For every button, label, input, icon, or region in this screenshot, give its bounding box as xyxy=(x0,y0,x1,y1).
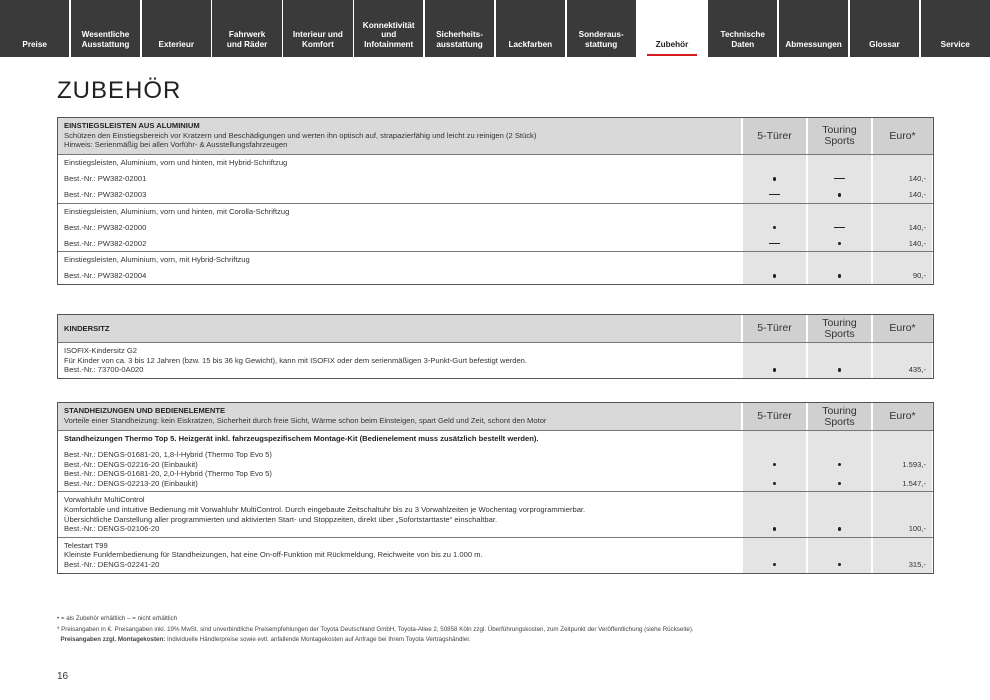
accessory-table-kindersitz xyxy=(57,314,934,379)
availability-cell xyxy=(773,174,777,184)
column-touring-sports xyxy=(806,431,871,491)
availability-cell xyxy=(838,524,842,534)
order-number: Best.-Nr.: PW382-02003 xyxy=(64,189,147,199)
table-header-row xyxy=(58,315,933,342)
table-row xyxy=(58,203,933,252)
availability-cell xyxy=(773,560,777,570)
price-cell: 435,- xyxy=(908,365,926,375)
column-5-tuerer xyxy=(741,492,806,536)
column-price xyxy=(871,431,932,491)
table-header-text: Hinweis: Serienmäßig bei allen Vorführ- & Ausstellungsfahrzeugen xyxy=(64,140,288,150)
order-number: Best.-Nr.: DENGS-02216-20 (Einbaukit) xyxy=(64,459,198,469)
column-touring-sports xyxy=(806,492,871,536)
tab-lackfarben[interactable] xyxy=(496,0,565,57)
order-number: Best.-Nr.: PW382-02002 xyxy=(64,238,147,248)
table-row xyxy=(58,491,933,536)
tab-label: Preise xyxy=(22,39,47,49)
tab-exterieur[interactable] xyxy=(142,0,211,57)
table-row xyxy=(58,154,933,203)
column-price xyxy=(871,538,932,573)
tab-konnektivität-und-infotainment[interactable] xyxy=(354,0,423,57)
available-dot-icon xyxy=(773,226,777,230)
column-price xyxy=(871,252,932,284)
price-cell: 140,- xyxy=(908,238,926,248)
order-number: Best.-Nr.: PW382-02001 xyxy=(64,173,147,183)
row-text: Für Kinder von ca. 3 bis 12 Jahren (bzw. 15 bis 36 kg Gewicht), kann mit ISOFIX oder dem serienmäßigen 3-Punkt-Gurt befestigt werden. xyxy=(64,355,528,365)
column-5-tuerer xyxy=(741,538,806,573)
column-touring-sports xyxy=(806,343,871,378)
column-price xyxy=(871,155,932,203)
availability-cell xyxy=(838,271,842,281)
not-available-dash-icon xyxy=(834,227,845,228)
column-header-c1: 5-Türer xyxy=(741,403,806,430)
tab-label: Interieur und Komfort xyxy=(292,30,343,49)
price-cell: 315,- xyxy=(908,560,926,570)
availability-cell xyxy=(834,223,845,233)
order-number: Best.-Nr.: PW382-02004 xyxy=(64,271,147,281)
column-price xyxy=(871,343,932,378)
top-navigation xyxy=(0,0,990,57)
row-title: Einstiegsleisten, Aluminium, vorn, mit Hybrid-Schriftzug xyxy=(64,255,250,265)
tab-label: Zubehör xyxy=(655,39,689,49)
table-header-text: Schützen den Einstiegsbereich vor Kratzern und Beschädigungen und werten ihn optisch auf, strapazierfähig und leicht zu reinigen (2 Stück) xyxy=(64,130,537,140)
row-description xyxy=(58,538,741,573)
availability-cell xyxy=(773,223,777,233)
tab-label: Fahrwerk und Räder xyxy=(226,30,268,49)
row-text: Übersichtliche Darstellung aller programmierten und aktivierten Start- und Stoppzeiten, direkt über „Sofortstarttaste“ einschaltbar. xyxy=(64,514,498,524)
column-header-c1: 5-Türer xyxy=(741,118,806,154)
availability-cell xyxy=(838,479,842,489)
column-header-c2: Touring Sports xyxy=(806,315,871,342)
accessory-table-einstiegsleisten xyxy=(57,117,934,285)
table-row xyxy=(58,251,933,284)
tab-zubehör[interactable] xyxy=(637,0,706,57)
not-available-dash-icon xyxy=(769,243,780,244)
row-description xyxy=(58,252,741,284)
availability-cell xyxy=(773,460,777,470)
tab-label: Exterieur xyxy=(158,39,195,49)
column-price xyxy=(871,492,932,536)
column-touring-sports xyxy=(806,538,871,573)
footnote-montage-label: Preisangaben zzgl. Montagekosten: xyxy=(60,636,166,643)
table-row xyxy=(58,430,933,491)
row-description xyxy=(58,204,741,252)
availability-cell xyxy=(838,365,842,375)
tab-interieur-und-komfort[interactable] xyxy=(283,0,352,57)
table-header-title: STANDHEIZUNGEN UND BEDIENELEMENTE xyxy=(64,406,226,415)
column-touring-sports xyxy=(806,155,871,203)
available-dot-icon xyxy=(838,368,842,372)
availability-cell xyxy=(773,271,777,281)
footnote-legend: • = als Zubehör erhältlich – = nicht erhältlich xyxy=(57,615,178,622)
availability-cell xyxy=(838,190,842,200)
tab-label: Wesentliche Ausstattung xyxy=(81,30,130,49)
row-title: Einstiegsleisten, Aluminium, vorn und hinten, mit Corolla-Schriftzug xyxy=(64,206,290,216)
order-number: Best.-Nr.: PW382-02000 xyxy=(64,222,147,232)
available-dot-icon xyxy=(838,527,842,531)
column-header-c2: Touring Sports xyxy=(806,403,871,430)
available-dot-icon xyxy=(838,482,842,486)
table-row xyxy=(58,342,933,378)
available-dot-icon xyxy=(773,482,777,486)
availability-cell xyxy=(773,479,777,489)
available-dot-icon xyxy=(838,274,842,278)
accessory-table-standheizungen xyxy=(57,402,934,574)
tab-label: Sicherheits- ausstattung xyxy=(436,30,483,49)
tab-wesentliche-ausstattung[interactable] xyxy=(71,0,140,57)
table-header-text: Vorteile einer Standheizung: kein Eiskratzen, Sicherheit durch freie Sicht, Wärme schon beim Einsteigen, spart Geld und Zeit, schont den Motor xyxy=(64,415,547,425)
order-number: Best.-Nr.: DENGS-02106-20 xyxy=(64,524,160,534)
table-row xyxy=(58,537,933,573)
availability-cell xyxy=(773,524,777,534)
row-description xyxy=(58,155,741,203)
column-header-c1: 5-Türer xyxy=(741,315,806,342)
table-header-title: KINDERSITZ xyxy=(64,323,110,333)
footnote-montage-text: Individuelle Händlerpreise sowie evtl. anfallende Montagekosten auf Anfrage bei Ihrem Toyota Vertragshändler. xyxy=(165,636,471,643)
tab-label: Lackfarben xyxy=(508,39,553,49)
not-available-dash-icon xyxy=(769,194,780,195)
tab-label: Glossar xyxy=(869,39,900,49)
column-5-tuerer xyxy=(741,252,806,284)
available-dot-icon xyxy=(838,193,842,197)
column-header-c3: Euro* xyxy=(871,118,932,154)
available-dot-icon xyxy=(838,463,842,467)
order-number: Best.-Nr.: DENGS-02241-20 xyxy=(64,559,160,569)
column-5-tuerer xyxy=(741,431,806,491)
table-header-row xyxy=(58,403,933,430)
tab-preise[interactable] xyxy=(0,0,69,57)
tab-label: Technische Daten xyxy=(720,30,765,49)
footnote-prices: * Preisangaben in €. Preisangaben inkl. 19% MwSt. sind unverbindliche Preisempfehlungen der Toyota Deutschland GmbH, Toyota-Allee 2, 50858 Köln zzgl. Überführungskosten, zum Zeitpunkt der Veröffentlichung (siehe Rückseite). xyxy=(57,625,694,633)
footnote-montage xyxy=(57,635,694,646)
tab-glossar[interactable] xyxy=(850,0,919,57)
row-description xyxy=(58,431,741,491)
price-cell: 140,- xyxy=(908,222,926,232)
price-cell: 90,- xyxy=(912,271,926,281)
column-header-c2: Touring Sports xyxy=(806,118,871,154)
tab-technische-daten[interactable] xyxy=(708,0,777,57)
row-title: Standheizungen Thermo Top 5. Heizgerät inkl. fahrzeugspezifischem Montage-Kit (Bedienelement muss zusätzlich bestellt werden). xyxy=(64,434,539,443)
availability-cell xyxy=(769,190,780,200)
table-header-description xyxy=(58,118,741,154)
row-description xyxy=(58,343,741,378)
tab-sonderaus-stattung[interactable] xyxy=(567,0,636,57)
availability-cell xyxy=(834,174,845,184)
table-header-description xyxy=(58,315,741,342)
available-dot-icon xyxy=(838,242,842,246)
tab-fahrwerk-und-räder[interactable] xyxy=(212,0,281,57)
order-number: Best.-Nr.: 73700-0A020 xyxy=(64,365,144,375)
availability-cell xyxy=(773,365,777,375)
price-cell: 140,- xyxy=(908,174,926,184)
column-touring-sports xyxy=(806,252,871,284)
order-number: Best.-Nr.: DENGS-01681-20, 1,8-l-Hybrid (Thermo Top Evo 5) xyxy=(64,449,272,459)
available-dot-icon xyxy=(838,563,842,567)
column-5-tuerer xyxy=(741,204,806,252)
availability-cell xyxy=(838,239,842,249)
column-price xyxy=(871,204,932,252)
row-title: Vorwahluhr MultiControl xyxy=(64,495,145,505)
page-title: ZUBEHÖR xyxy=(57,77,182,104)
row-title: Telestart T99 xyxy=(64,540,108,550)
column-5-tuerer xyxy=(741,155,806,203)
tab-sicherheits-ausstattung[interactable] xyxy=(425,0,494,57)
price-cell: 1.593,- xyxy=(902,459,926,469)
order-number: Best.-Nr.: DENGS-02213-20 (Einbaukit) xyxy=(64,478,198,488)
availability-cell xyxy=(838,560,842,570)
tab-service[interactable] xyxy=(921,0,990,57)
tab-abmessungen[interactable] xyxy=(779,0,848,57)
available-dot-icon xyxy=(773,368,777,372)
row-description xyxy=(58,492,741,536)
row-title: Einstiegsleisten, Aluminium, vorn und hinten, mit Hybrid-Schriftzug xyxy=(64,158,288,167)
column-header-c3: Euro* xyxy=(871,315,932,342)
column-touring-sports xyxy=(806,204,871,252)
table-header-title: EINSTIEGSLEISTEN AUS ALUMINIUM xyxy=(64,121,200,130)
available-dot-icon xyxy=(773,463,777,467)
column-header-c3: Euro* xyxy=(871,403,932,430)
available-dot-icon xyxy=(773,274,777,278)
availability-cell xyxy=(838,460,842,470)
available-dot-icon xyxy=(773,177,777,181)
row-text: Kleinste Funkfernbedienung für Standheizungen, hat eine On-off-Funktion mit Rückmeldung, Reichweite von bis zu 1.000 m. xyxy=(64,550,483,560)
page-number: 16 xyxy=(57,671,69,682)
order-number: Best.-Nr.: DENGS-01681-20, 2,0-l-Hybrid (Thermo Top Evo 5) xyxy=(64,469,272,479)
footnotes xyxy=(57,614,694,646)
tab-label: Abmessungen xyxy=(785,39,842,49)
price-cell: 140,- xyxy=(908,190,926,200)
available-dot-icon xyxy=(773,563,777,567)
tab-label: Service xyxy=(940,39,970,49)
table-header-description xyxy=(58,403,741,430)
tab-label: Sonderaus- stattung xyxy=(578,30,624,49)
row-text: Komfortable und intuitive Bedienung mit Vorwahluhr MultiControl. Durch eingebaute Zeitschaltuhr bis zu 3 Vorwahlzeiten je Wochentag vorprogrammierbar. xyxy=(64,504,586,514)
availability-cell xyxy=(769,239,780,249)
price-cell: 100,- xyxy=(908,524,926,534)
available-dot-icon xyxy=(773,527,777,531)
row-title: ISOFIX-Kindersitz G2 xyxy=(64,346,138,355)
table-header-row xyxy=(58,118,933,154)
price-cell: 1.547,- xyxy=(902,479,926,489)
tab-label: Konnektivität und Infotainment xyxy=(362,20,415,49)
column-5-tuerer xyxy=(741,343,806,378)
not-available-dash-icon xyxy=(834,178,845,179)
